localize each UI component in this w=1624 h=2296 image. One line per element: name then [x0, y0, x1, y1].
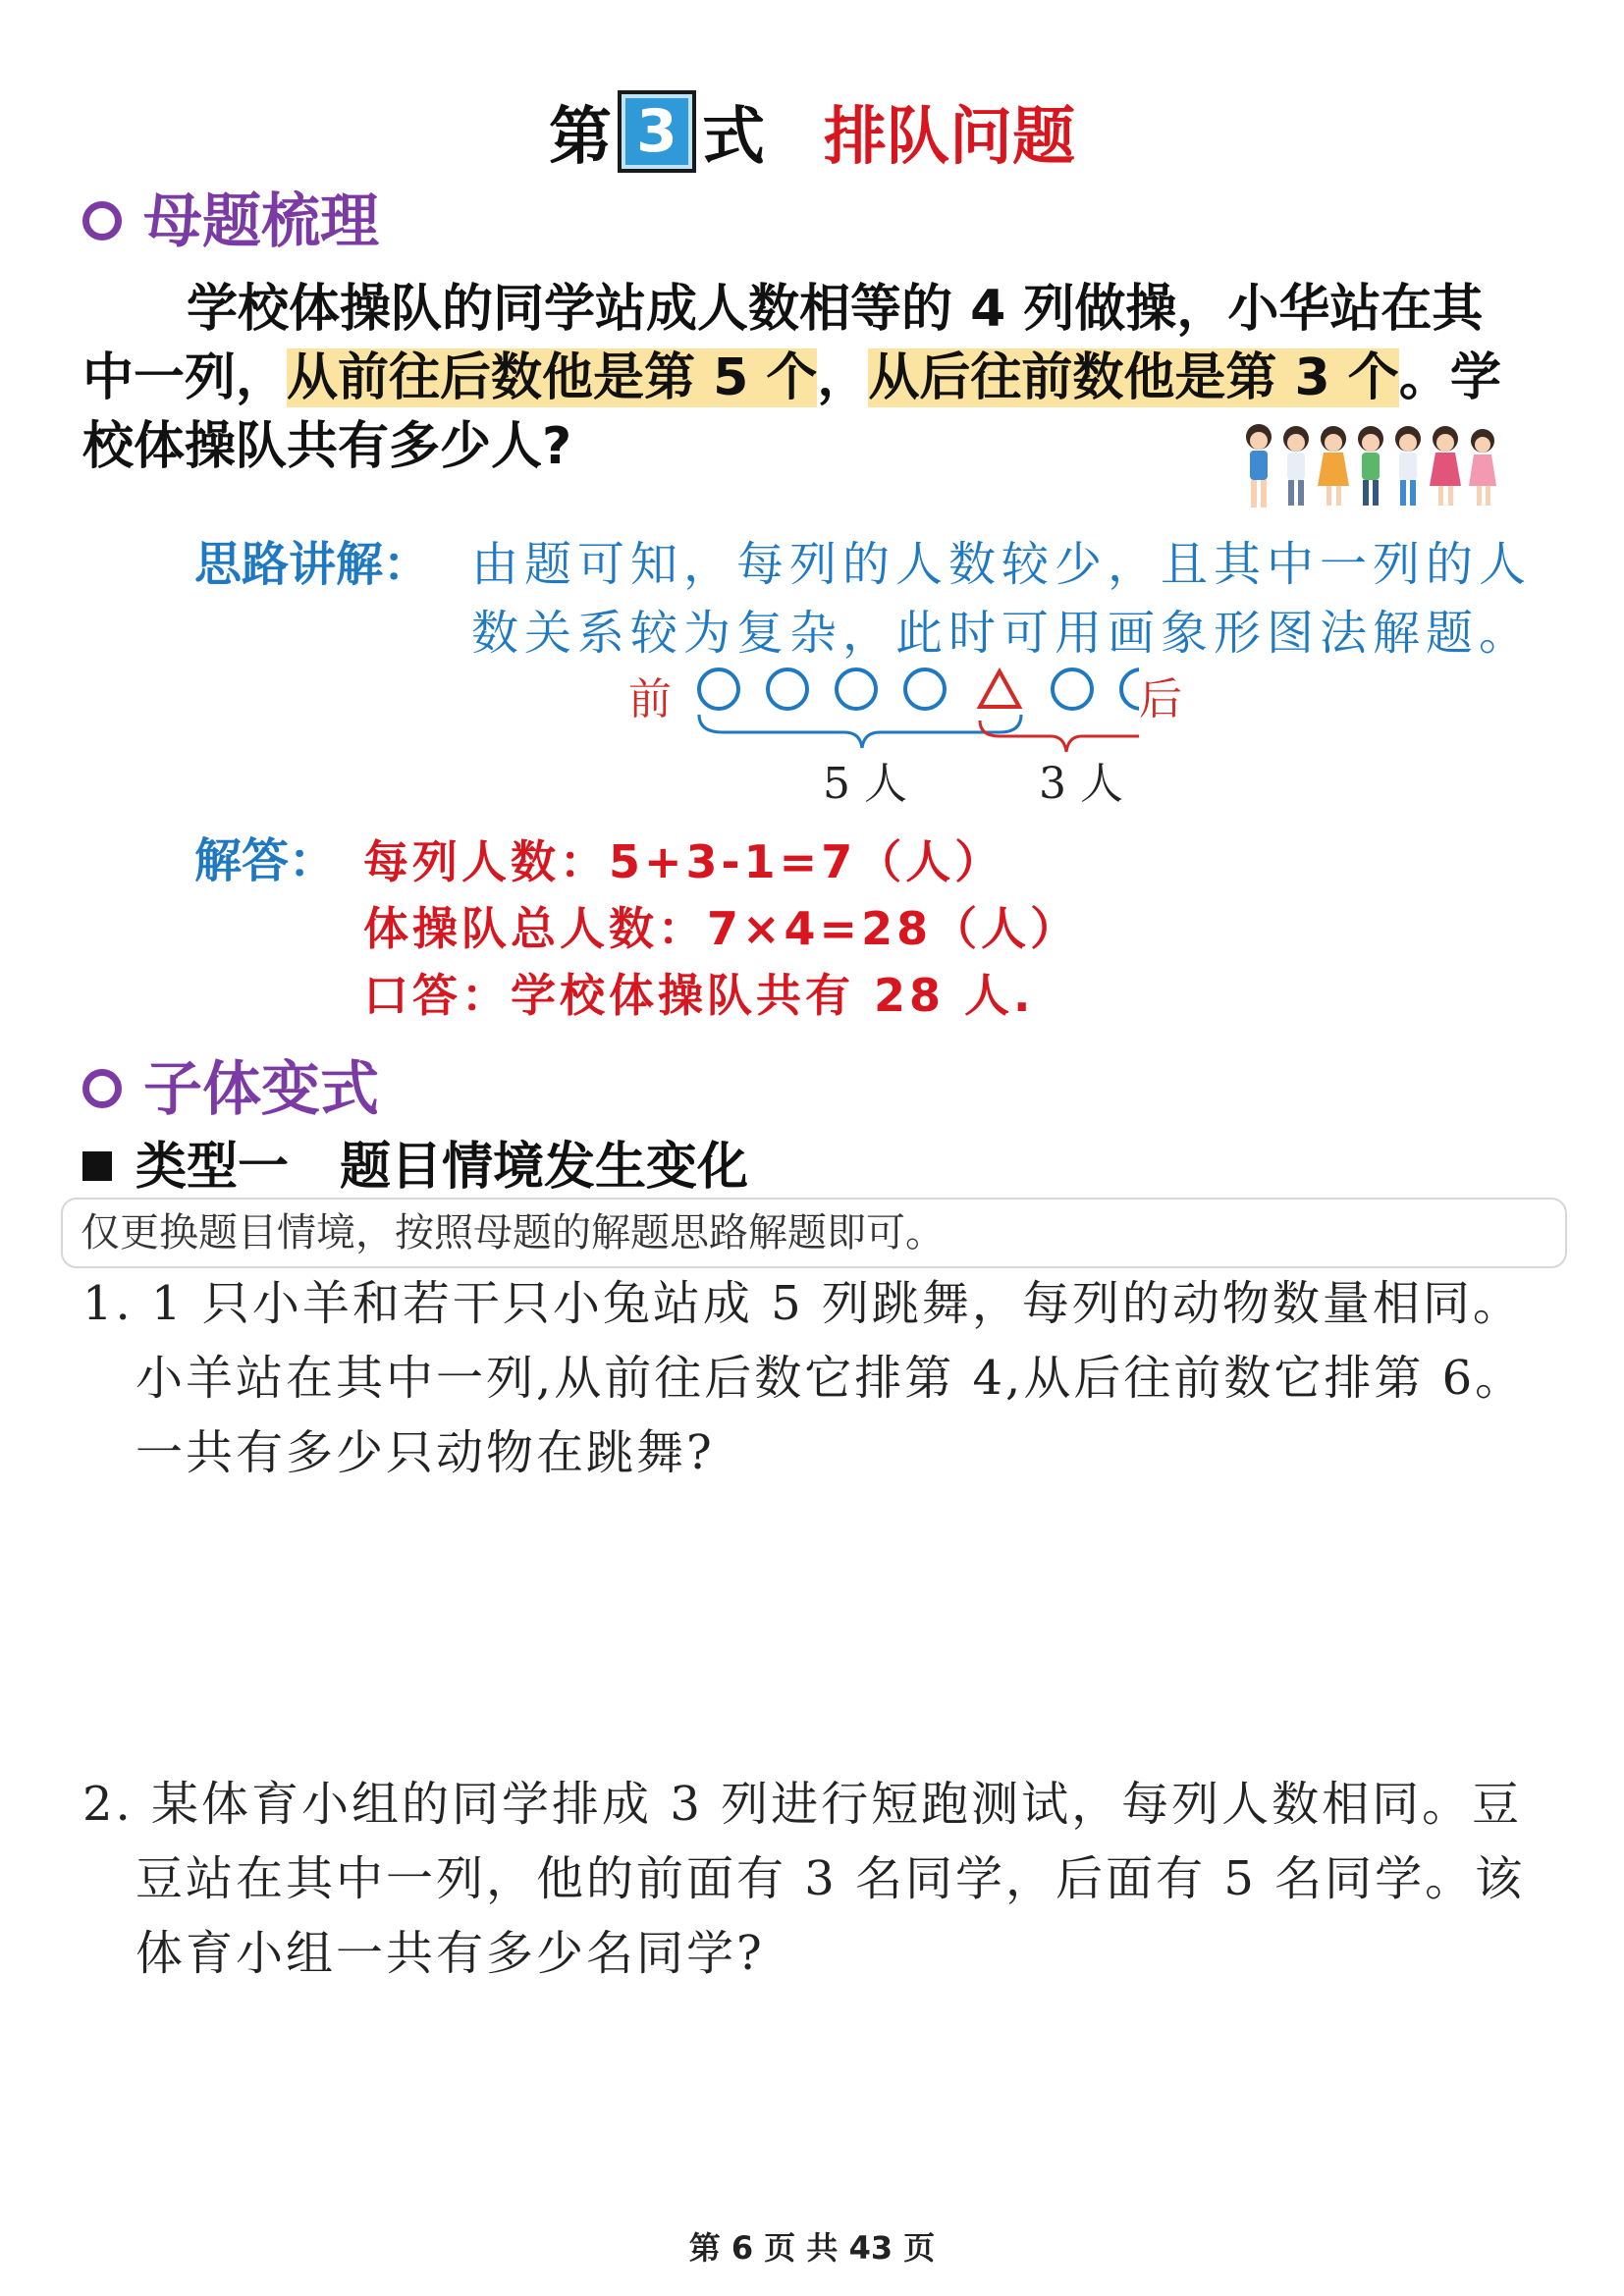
section-heading-mother	[82, 175, 379, 259]
brace-left-group	[699, 715, 1021, 748]
person-circle-icon	[768, 669, 807, 709]
type-heading-text: 类型一 题目情境发生变化	[135, 1138, 749, 1197]
child-figure-4	[1358, 426, 1383, 506]
page-title	[0, 86, 1624, 177]
problem-line-1: 学校体操队的同学站成人数相等的 4 列做操，小华站在其	[187, 280, 1484, 339]
hint-text: 仅更换题目情境，按照母题的解题思路解题即可。	[81, 1210, 945, 1255]
person-circle-icon	[699, 669, 738, 709]
diagram-right-group-label: 3 人	[1039, 759, 1123, 809]
square-bullet-icon	[82, 1151, 112, 1181]
question-2-line-1: 2. 某体育小组的同学排成 3 列进行短跑测试，每列人数相同。豆	[82, 1777, 1523, 1832]
question-2-line-2: 豆站在其中一列，他的前面有 3 名同学，后面有 5 名同学。该	[135, 1851, 1526, 1906]
child-figure-6	[1430, 426, 1461, 506]
answer-line-3: 口答：学校体操队共有 28 人.	[363, 969, 1035, 1022]
child-figure-2	[1283, 426, 1309, 506]
thought-line-1: 由题可知，每列的人数较少，且其中一列的人	[471, 537, 1533, 592]
section-heading-mother-text: 母题梳理	[143, 187, 379, 256]
child-figure-3	[1318, 426, 1349, 506]
answer-line-2: 体操队总人数：7×4=28（人）	[363, 902, 1080, 955]
child-figure-7	[1469, 429, 1496, 506]
highlight-back-count: 从后往前数他是第 3 个	[868, 348, 1399, 407]
title-number-badge: 3	[618, 90, 696, 173]
person-circle-icon	[1053, 669, 1092, 709]
section-heading-variant	[82, 1042, 379, 1127]
question-1-line-1: 1. 1 只小羊和若干只小兔站成 5 列跳舞，每列的动物数量相同。	[82, 1276, 1523, 1331]
child-figure-5	[1395, 426, 1421, 506]
ring-bullet-icon	[82, 201, 122, 240]
problem-line-2-b: ，	[817, 348, 869, 407]
ring-bullet-icon	[82, 1069, 122, 1108]
problem-line-2	[82, 342, 1501, 414]
title-prefix: 第	[549, 101, 612, 174]
question-1-line-3: 一共有多少只动物在跳舞?	[135, 1425, 715, 1480]
title-suffix: 式	[702, 101, 765, 174]
child-figure-1	[1246, 424, 1272, 507]
diagram-left-group-label: 5 人	[823, 759, 907, 809]
diagram-front-label: 前	[628, 674, 672, 724]
children-queue-illustration	[1239, 417, 1504, 515]
person-circle-icon	[905, 669, 945, 709]
thought-line-2: 数关系较为复杂，此时可用画象形图法解题。	[471, 606, 1533, 661]
problem-line-2-c: 。学	[1398, 348, 1501, 407]
problem-line-2-a: 中一列，	[82, 348, 288, 407]
section-heading-variant-text: 子体变式	[143, 1055, 379, 1124]
diagram-back-label: 后	[1139, 674, 1182, 724]
type-heading	[82, 1125, 748, 1199]
person-circle-icon	[1121, 669, 1139, 709]
page-footer: 第 6 页 共 43 页	[688, 2229, 936, 2267]
question-2-line-3: 体育小组一共有多少名同学?	[135, 1926, 765, 1981]
problem-line-3: 校体操队共有多少人?	[82, 417, 572, 476]
title-topic: 排队问题	[824, 101, 1075, 174]
person-circle-icon	[837, 669, 876, 709]
answer-heading: 解答：	[194, 833, 337, 888]
answer-line-1: 每列人数：5+3-1=7（人）	[363, 835, 1004, 888]
question-1-line-2: 小羊站在其中一列,从前往后数它排第 4,从后往前数它排第 6。	[135, 1351, 1526, 1406]
thought-heading: 思路讲解：	[194, 537, 431, 592]
target-triangle-icon	[980, 671, 1019, 707]
highlight-front-count: 从前往后数他是第 5 个	[287, 348, 818, 407]
